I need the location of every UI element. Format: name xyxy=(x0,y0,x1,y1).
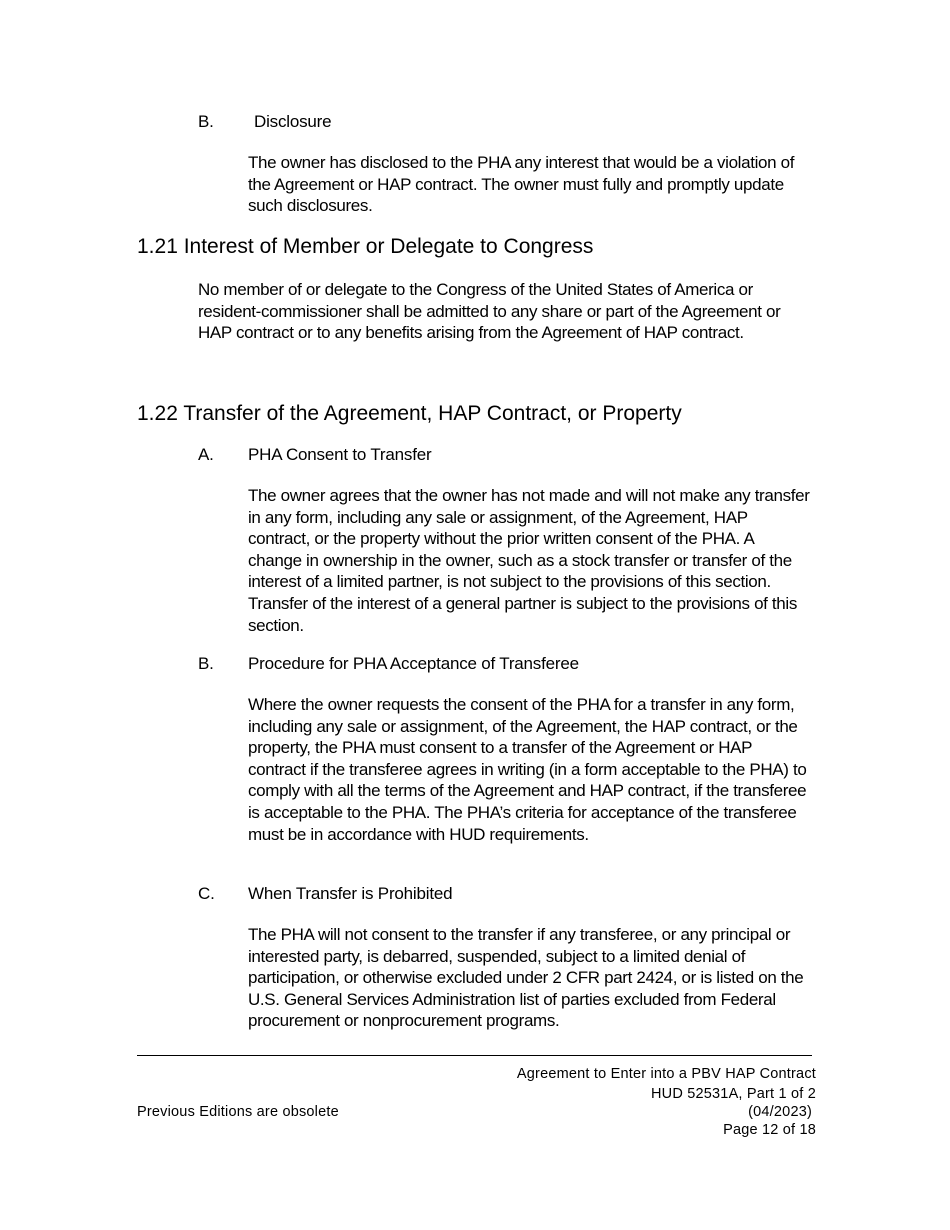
subsection-title: Procedure for PHA Acceptance of Transferee xyxy=(248,654,579,673)
subsection-letter: B. xyxy=(198,654,214,673)
footer-form-number: HUD 52531A, Part 1 of 2 xyxy=(651,1086,816,1102)
footer-page-number: Page 12 of 18 xyxy=(723,1122,816,1138)
footer-form-title: Agreement to Enter into a PBV HAP Contract xyxy=(516,1066,816,1082)
subsection-heading-procedure xyxy=(198,654,579,674)
section-heading-1-22: 1.22 Transfer of the Agreement, HAP Contract, or Property xyxy=(137,402,682,425)
subsection-title: Disclosure xyxy=(254,112,332,131)
footer-form-date: (04/2023) xyxy=(748,1104,812,1120)
subsection-heading-disclosure xyxy=(198,112,331,132)
consent-paragraph: The owner agrees that the owner has not made and will not make any transfer in any form, including any sale or assignment, of the Agreement, HAP contract, or the property without the prior written consent of the PHA. A change in ownership in the owner, such as a stock transfer or transfer of the interest of a limited partner, is not subject to the provisions of this section. Transfer of the interest of a general partner is subject to the provisions of this section. xyxy=(248,486,810,635)
subsection-letter: B. xyxy=(198,112,214,131)
subsection-heading-consent xyxy=(198,445,431,465)
section-1-21-paragraph: No member of or delegate to the Congress of the United States of America or resident-commissioner shall be admitted to any share or part of the Agreement or HAP contract or to any benefits arising from the Agreement of HAP contract. xyxy=(198,280,781,343)
section-heading-1-21: 1.21 Interest of Member or Delegate to Congress xyxy=(137,235,594,258)
subsection-heading-prohibited xyxy=(198,884,452,904)
subsection-title: PHA Consent to Transfer xyxy=(248,445,432,464)
disclosure-paragraph: The owner has disclosed to the PHA any interest that would be a violation of the Agreement or HAP contract. The owner must fully and promptly update such disclosures. xyxy=(248,153,795,216)
procedure-paragraph: Where the owner requests the consent of the PHA for a transfer in any form, including any sale or assignment, of the Agreement, the HAP contract, or the property, the PHA must consent to a transfer of the Agreement or HAP contract if the transferee agrees in writing (in a form acceptable to the PHA) to comply with all the terms of the Agreement and HAP contract, if the transferee is acceptable to the PHA. The PHA’s criteria for acceptance of the transferee must be in accordance with HUD requirements. xyxy=(248,695,807,844)
subsection-letter: A. xyxy=(198,445,214,464)
subsection-title: When Transfer is Prohibited xyxy=(248,884,453,903)
subsection-letter: C. xyxy=(198,884,215,903)
footer-divider xyxy=(137,1055,812,1056)
footer-obsolete-note: Previous Editions are obsolete xyxy=(137,1104,339,1120)
prohibited-paragraph: The PHA will not consent to the transfer if any transferee, or any principal or interested party, is debarred, suspended, subject to a limited denial of participation, or otherwise excluded under 2 CFR part 2424, or is listed on the U.S. General Services Administration list of parties excluded from Federal procurement or nonprocurement programs. xyxy=(248,925,804,1031)
